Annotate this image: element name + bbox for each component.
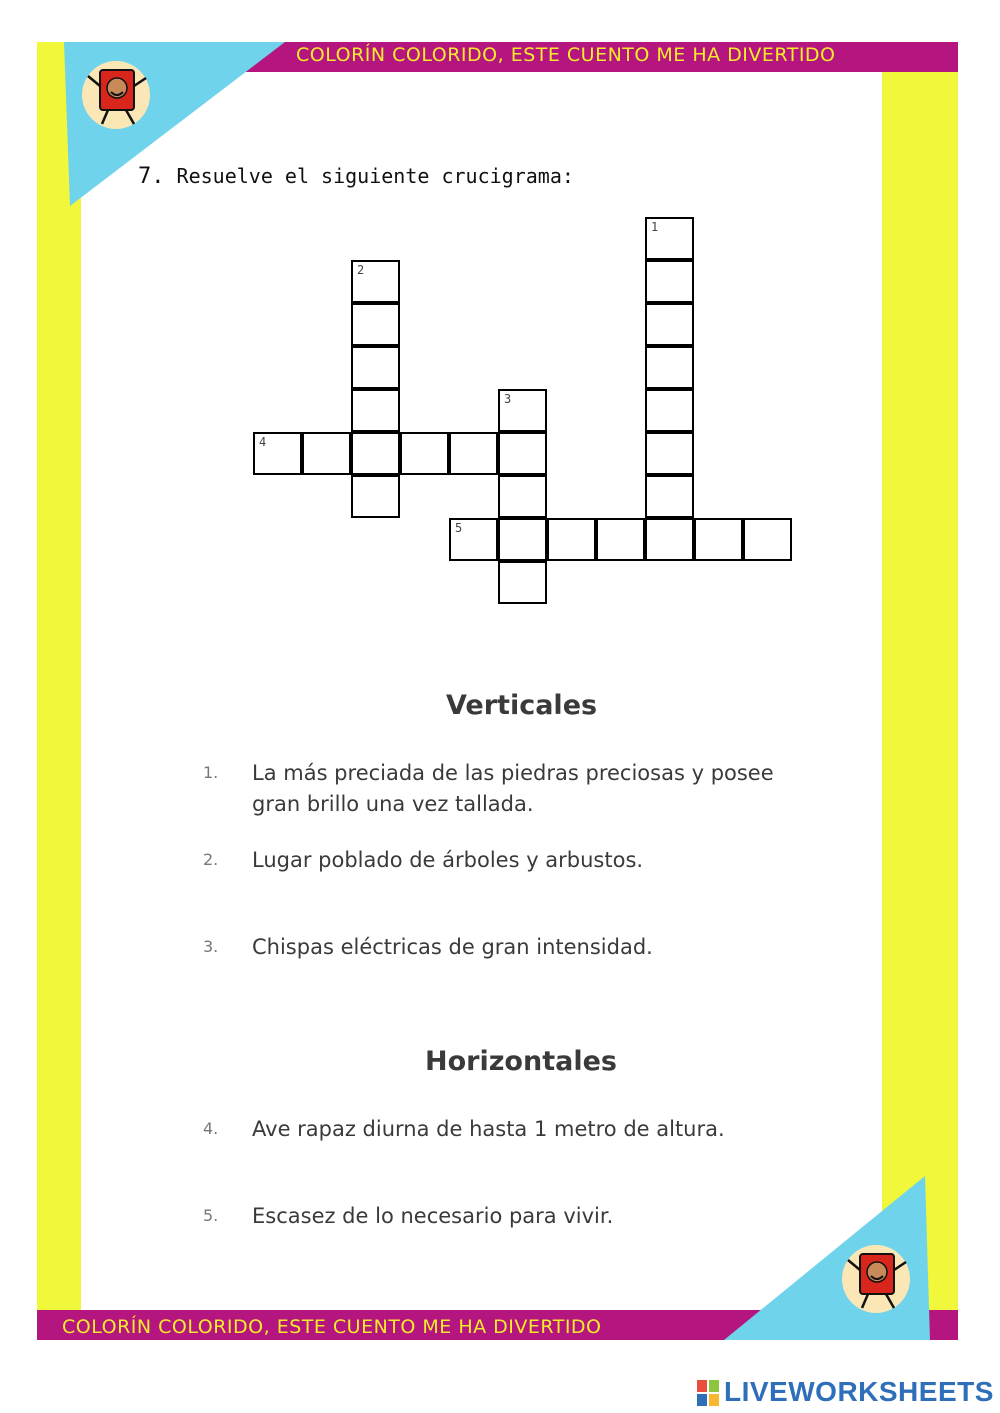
clue-number: 2. xyxy=(203,850,219,869)
crossword-cell[interactable] xyxy=(351,475,400,518)
crossword-cell[interactable] xyxy=(645,475,694,518)
crossword-clue-number: 4 xyxy=(259,435,267,449)
verticales-title: Verticales xyxy=(446,690,598,721)
crossword-cell[interactable] xyxy=(498,518,547,561)
crossword-cell[interactable] xyxy=(449,432,498,475)
crossword-cell[interactable] xyxy=(694,518,743,561)
crossword-cell[interactable] xyxy=(449,518,498,561)
clue-text: La más preciada de las piedras preciosas y posee gran brillo una vez tallada. xyxy=(252,761,774,816)
clue-number: 3. xyxy=(203,937,219,956)
crossword-cell[interactable] xyxy=(351,346,400,389)
crossword-clue-number: 2 xyxy=(357,263,365,277)
clue-number: 4. xyxy=(203,1119,219,1138)
book-mascot-icon xyxy=(838,1242,914,1316)
clue-text: Chispas eléctricas de gran intensidad. xyxy=(252,935,653,959)
liveworksheets-brand: LIVEWORKSHEETS xyxy=(724,1376,994,1407)
question-text: Resuelve el siguiente crucigrama: xyxy=(176,164,574,188)
crossword-cell[interactable] xyxy=(498,389,547,432)
crossword-cell[interactable] xyxy=(253,432,302,475)
liveworksheets-logo-icon xyxy=(696,1376,720,1410)
crossword-cell[interactable] xyxy=(645,518,694,561)
crossword-cell[interactable] xyxy=(498,561,547,604)
crossword-cell[interactable] xyxy=(351,260,400,303)
clue-number: 1. xyxy=(203,763,219,782)
question-heading xyxy=(138,164,574,189)
crossword-cell[interactable] xyxy=(645,432,694,475)
clue-text: Lugar poblado de árboles y arbustos. xyxy=(252,848,644,872)
question-number: 7. xyxy=(138,164,165,189)
crossword-cell[interactable] xyxy=(645,217,694,260)
book-mascot-icon xyxy=(78,58,154,132)
crossword-cell[interactable] xyxy=(498,432,547,475)
crossword-cell[interactable] xyxy=(645,389,694,432)
clue-text: Escasez de lo necesario para vivir. xyxy=(252,1204,614,1228)
horizontales-title: Horizontales xyxy=(425,1046,617,1077)
crossword-cell[interactable] xyxy=(351,432,400,475)
crossword-cell[interactable] xyxy=(498,475,547,518)
crossword-clue-number: 5 xyxy=(455,521,463,535)
bottom-banner-text: COLORÍN COLORIDO, ESTE CUENTO ME HA DIVERTIDO xyxy=(62,1316,602,1338)
crossword-cell[interactable] xyxy=(645,346,694,389)
crossword-cell[interactable] xyxy=(645,260,694,303)
crossword-cell[interactable] xyxy=(596,518,645,561)
clue-text: Ave rapaz diurna de hasta 1 metro de altura. xyxy=(252,1117,725,1141)
crossword-cell[interactable] xyxy=(351,303,400,346)
crossword-clue-number: 1 xyxy=(651,220,659,234)
crossword-cell[interactable] xyxy=(547,518,596,561)
top-banner-text: COLORÍN COLORIDO, ESTE CUENTO ME HA DIVERTIDO xyxy=(296,44,836,66)
crossword-cell[interactable] xyxy=(743,518,792,561)
crossword-cell[interactable] xyxy=(302,432,351,475)
clue-number: 5. xyxy=(203,1206,219,1225)
crossword-cell[interactable] xyxy=(645,303,694,346)
crossword-cell[interactable] xyxy=(351,389,400,432)
crossword-clue-number: 3 xyxy=(504,392,512,406)
crossword-cell[interactable] xyxy=(400,432,449,475)
